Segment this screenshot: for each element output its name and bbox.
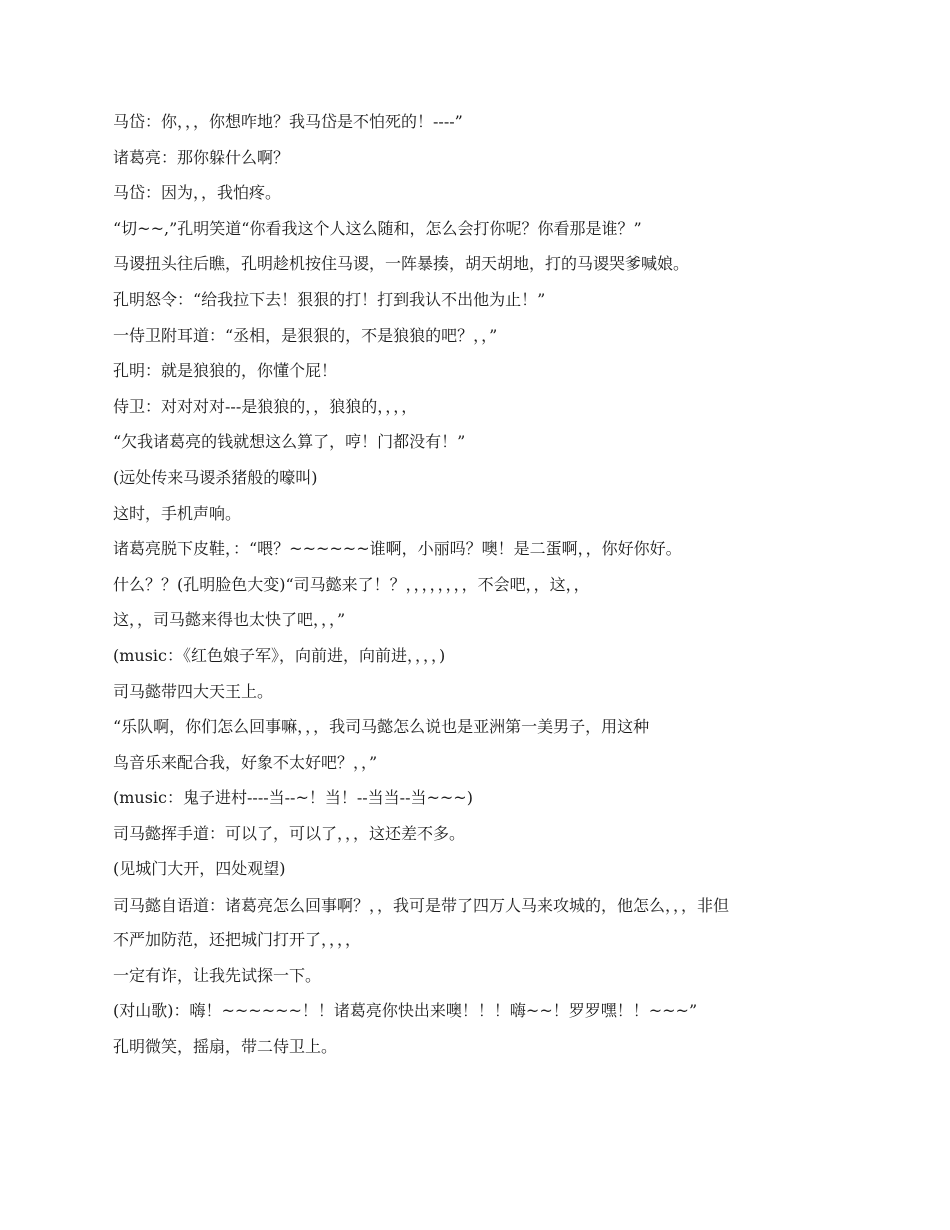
text-line: 司马懿挥手道：可以了，可以了，，，这还差不多。 — [113, 823, 466, 843]
text-line: 马岱：因为，，我怕疼。 — [113, 183, 282, 203]
text-line: (见城门大开，四处观望) — [113, 859, 286, 879]
document-body — [113, 112, 843, 1072]
text-line: (对山歌)：嗨！~~~~~~！！诸葛亮你快出来噢！！！嗨~~！罗罗嘿！！~~~” — [113, 1001, 698, 1021]
text-line: “切~~,”孔明笑道“你看我这个人这么随和，怎么会打你呢？你看那是谁？” — [113, 218, 642, 238]
text-line: 这时，手机声响。 — [113, 503, 242, 523]
text-line: 一定有诈，让我先试探一下。 — [113, 965, 322, 985]
text-line: 诸葛亮脱下皮鞋，：“喂？~~~~~~谁啊，小丽吗？噢！是二蛋啊，，你好你好。 — [113, 539, 682, 559]
text-line: 这，，司马懿来得也太快了吧，，，” — [113, 610, 346, 630]
text-line: 一侍卫附耳道：“丞相，是狠狠的，不是狼狼的吧？，，” — [113, 325, 498, 345]
text-line: (music：鬼子进村----当--~！当！--当当--当~~~) — [113, 788, 473, 808]
text-line: 侍卫：对对对对---是狼狼的，，狼狼的，，，， — [113, 396, 418, 416]
text-line: (music：《红色娘子军》，向前进，向前进，，，，) — [113, 645, 446, 665]
text-line: 司马懿带四大天王上。 — [113, 681, 274, 701]
text-line: 马谡扭头往后瞧，孔明趁机按住马谡，一阵暴揍，胡天胡地，打的马谡哭爹喊娘。 — [113, 254, 690, 274]
text-line: 诸葛亮：那你躲什么啊？ — [113, 147, 290, 167]
text-line: 不严加防范，还把城门打开了，，，， — [113, 930, 362, 950]
text-line: “欠我诸葛亮的钱就想这么算了，哼！门都没有！” — [113, 432, 466, 452]
text-line: 孔明：就是狼狼的，你懂个屁！ — [113, 361, 338, 381]
text-line: 鸟音乐来配合我，好象不太好吧？，，” — [113, 752, 378, 772]
text-line: 马岱：你，，，你想咋地？我马岱是不怕死的！----” — [113, 112, 463, 131]
text-line: (远处传来马谡杀猪般的嚎叫) — [113, 467, 318, 487]
text-line: 司马懿自语道：诸葛亮怎么回事啊？，，我可是带了四万人马来攻城的，他怎么，，，非但 — [113, 896, 730, 916]
text-line: 什么？？(孔明脸色大变)“司马懿来了！？，，，，，，，，不会吧，，这，， — [113, 574, 590, 594]
text-line: 孔明微笑，摇扇，带二侍卫上。 — [113, 1036, 338, 1056]
text-line: 孔明怒令：“给我拉下去！狠狠的打！打到我认不出他为止！” — [113, 289, 546, 309]
text-line: “乐队啊，你们怎么回事嘛，，，我司马懿怎么说也是亚洲第一美男子，用这种 — [113, 717, 650, 737]
